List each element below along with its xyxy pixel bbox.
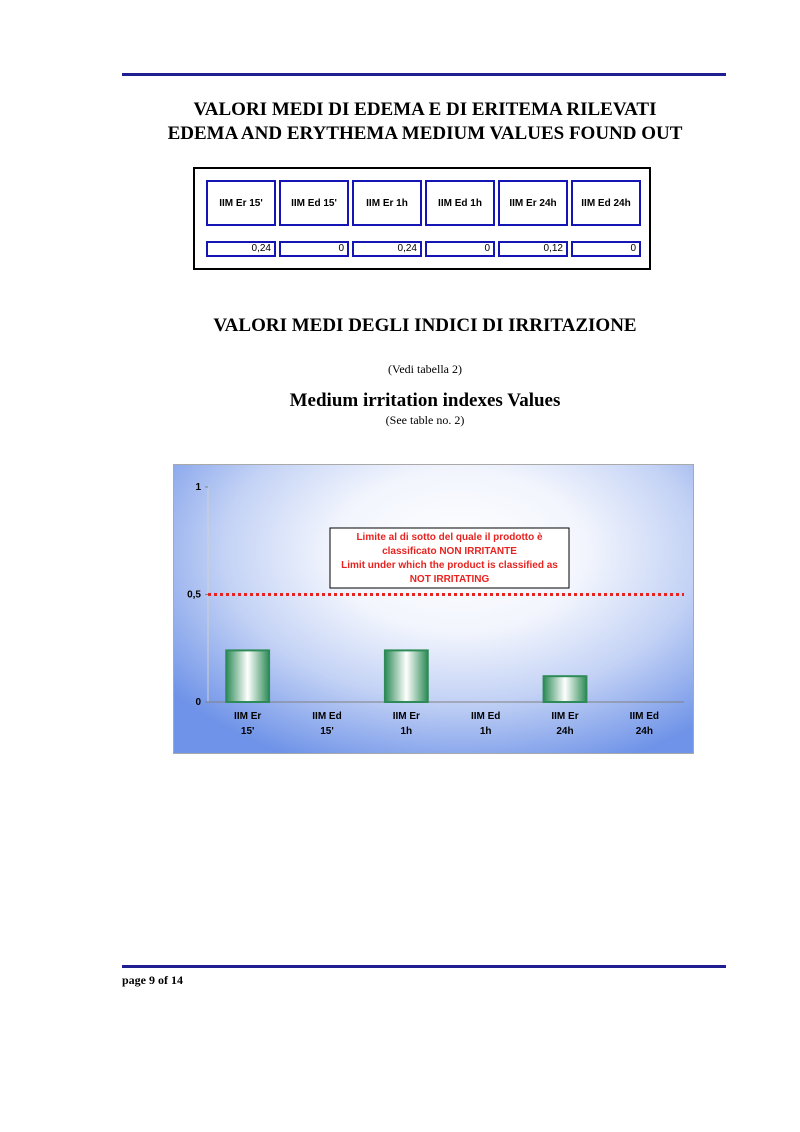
section-note: (Vedi tabella 2)	[388, 362, 462, 376]
page-number: page 9 of 14	[122, 973, 183, 987]
table-value-cell: 0	[571, 241, 641, 257]
table-value-cell: 0,24	[206, 241, 276, 257]
chart-canvas	[174, 465, 695, 755]
values-table	[193, 167, 651, 270]
x-tick-label: 1h	[400, 726, 413, 737]
table-header-cell: IIM Er 24h	[498, 180, 568, 226]
y-tick-label: 1	[195, 482, 201, 493]
section-note-en: (See table no. 2)	[385, 413, 465, 427]
x-tick-label: 1h	[479, 726, 492, 737]
x-tick-label: 15'	[320, 726, 334, 737]
table-header-cell: IIM Er 15'	[206, 180, 276, 226]
bar	[226, 650, 269, 702]
bar	[385, 650, 428, 702]
y-tick-label: 0	[195, 697, 201, 708]
x-tick-label: IIM Ed	[470, 711, 501, 722]
x-tick-label: IIM Er	[551, 711, 579, 722]
heading-line-en: EDEMA AND ERYTHEMA MEDIUM VALUES FOUND OUT	[167, 123, 683, 144]
page-heading	[100, 98, 750, 146]
x-tick-label: IIM Er	[392, 711, 420, 722]
heading-line-it: VALORI MEDI DI EDEMA E DI ERITEMA RILEVATI	[193, 99, 657, 120]
table-header-cell: IIM Ed 1h	[425, 180, 495, 226]
x-tick-label: 15'	[240, 726, 255, 737]
table-value-cell: 0,24	[352, 241, 422, 257]
x-tick-label: IIM Er	[234, 711, 262, 722]
annotation-line: classificato NON IRRITANTE	[382, 546, 517, 557]
annotation-line: Limite al di sotto del quale il prodotto è	[356, 532, 543, 543]
annotation-line: Limit under which the product is classified as	[341, 560, 558, 571]
y-tick-label: 0,5	[187, 589, 201, 601]
x-tick-label: IIM Ed	[629, 711, 660, 722]
section-title-en: Medium irritation indexes Values	[289, 390, 561, 411]
table-header-cell: IIM Ed 15'	[279, 180, 349, 226]
table-value-cell: 0,12	[498, 241, 568, 257]
irritation-chart	[173, 464, 694, 754]
table-header-cell: IIM Er 1h	[352, 180, 422, 226]
table-value-cell: 0	[279, 241, 349, 257]
bottom-rule	[122, 965, 726, 968]
annotation-line: NOT IRRITATING	[409, 574, 490, 585]
bar	[544, 676, 587, 702]
table-value-cell: 0	[425, 241, 495, 257]
x-tick-label: 24h	[635, 726, 653, 737]
x-tick-label: 24h	[556, 726, 574, 737]
section-title: VALORI MEDI DEGLI INDICI DI IRRITAZIONE	[213, 315, 637, 336]
top-rule	[122, 73, 726, 76]
x-tick-label: IIM Ed	[312, 711, 342, 722]
table-header-cell: IIM Ed 24h	[571, 180, 641, 226]
